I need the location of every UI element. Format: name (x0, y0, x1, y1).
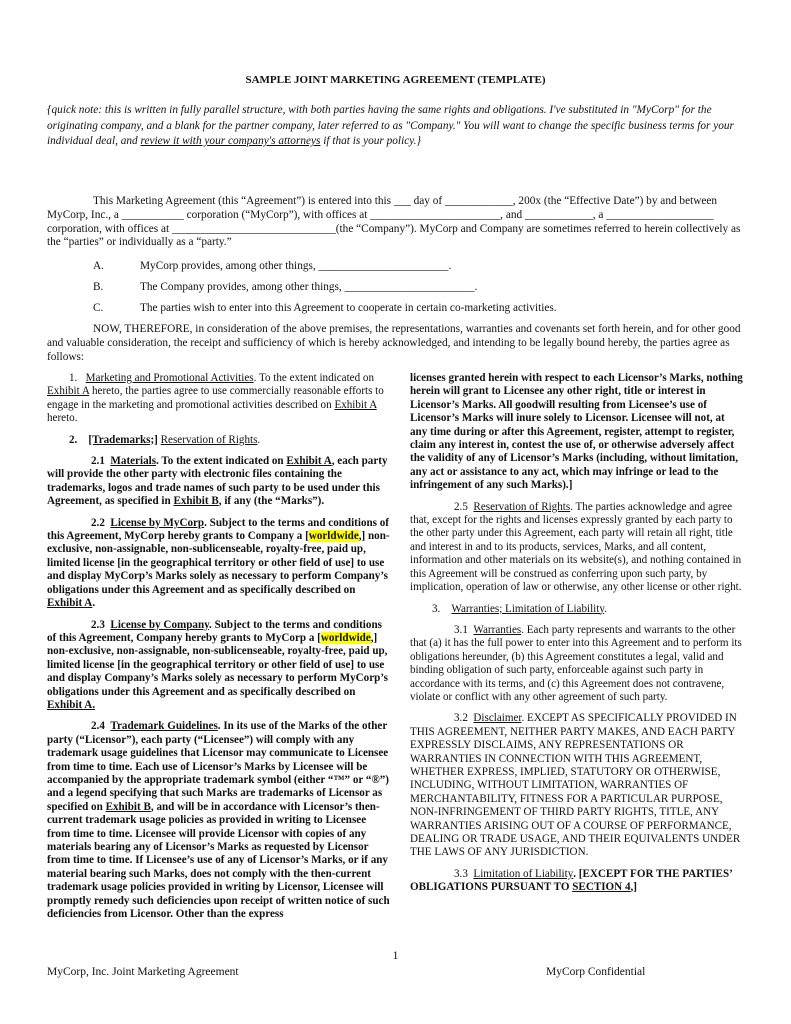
highlighted-term: worldwide (308, 530, 359, 543)
section-text: , each party will provide the other party with electronic files containing the trademarks, logos and trade names of such party to be used under this Agreement, as specified in (47, 455, 388, 508)
highlighted-term: worldwide (320, 631, 371, 644)
exhibit-ref: Exhibit A (47, 385, 90, 398)
section-text: . To the extent indicated on (253, 372, 374, 384)
section-3-2 (410, 712, 743, 859)
section-text: . To the extent indicated on (156, 455, 287, 468)
section-text: . The parties acknowledge and agree that, except for the rights and licenses expressly granted by each party to the other party under this Agreement, each party will retain all right, title and interest in and to its products, services, Marks, and all content, information and other materials on its website(s), and nothing contained in this Agreement will be construed as conferring upon such party, by implication, operation of law or otherwise, any other license or other right. (410, 500, 742, 594)
section-2-2 (47, 517, 391, 611)
footer-left: MyCorp, Inc. Joint Marketing Agreement (47, 966, 239, 978)
section-heading: Materials (110, 455, 157, 468)
section-text: ,] non-exclusive, non-assignable, non-sublicenseable, royalty-free, paid up, limited license [in the geographical territory or other field of use] to use and display MyCorp’s Marks solely as necessary to perform Company’s obligations under this Agreement and as specifically described on (47, 530, 390, 596)
section-number: 2.2 (91, 516, 105, 529)
section-3 (410, 603, 743, 616)
left-column (47, 372, 391, 929)
section-2-1 (47, 455, 391, 509)
section-3-1 (410, 624, 743, 704)
template-note (47, 103, 742, 150)
section-text: , if any (the “Marks”). (218, 495, 325, 508)
exhibit-ref: Exhibit A (47, 597, 93, 610)
section-number: 2.3 (91, 618, 105, 631)
section-text: . Subject to the terms and conditions of this Agreement, Company hereby grants to MyCorp a [ (47, 618, 382, 644)
exhibit-ref: Exhibit A (286, 455, 332, 468)
section-number: 2.1 (91, 455, 105, 468)
section-text: hereto, the parties agree to use commercially reasonable efforts to engage in the marketing and promotional activities described on (47, 385, 384, 411)
section-text: , and will be in accordance with Licensor’s then-current trademark usage policies as provided in writing to Licensee from time to time. Licensee will provide Licensor with copies of any materials bearing any of Licensor’s Marks as requested by Licensor from time to time. If Licensee’s use of any of Licensor’s Marks, or if any material bearing such Marks, does not comply with the then-current trademark usage policies provided in writing by Licensor, Licensee will promptly remedy such deficiencies upon receipt of written notice of such deficiencies from Licensor. Other than the express (47, 800, 390, 921)
section-text: . (92, 597, 96, 610)
recital-text: MyCorp provides, among other things, _______________________. (140, 260, 452, 272)
section-heading: Disclaimer (473, 712, 522, 725)
section-number: 2. (69, 433, 78, 446)
section-heading: Reservation of Rights (160, 433, 258, 446)
section-text: hereto. (47, 412, 78, 425)
section-number: 2.4 (91, 720, 105, 733)
recital-text: The Company provides, among other things, _______________________. (140, 281, 478, 293)
section-text: . In its use of the Marks of the other party (“Licensor”), each party (“Licensee”) will comply with any trademark usage guidelines that Licensor may communicate to Licensee from time to time. Each use of Licensor’s Marks by Licensee will be accompanied by the appropriate trademark symbol (either “™” or “®”) and a legend specifying that such Marks are trademarks of Licensor as specified on (47, 720, 389, 813)
note-text: {quick note: this is written in fully parallel structure, with both parties having the same rights and obligations. I've substituted in "MyCorp" for the originating company, and a blank for the partner company, later referred to as "Company." You will want to change the specific business terms for your individual deal, and (47, 104, 734, 147)
exhibit-ref: Exhibit A. (47, 698, 96, 711)
recital-label: B. (93, 281, 104, 293)
section-3-3 (410, 868, 743, 895)
right-column (410, 372, 743, 903)
intro-paragraph: This Marketing Agreement (this “Agreement”) is entered into this ___ day of ____________, 200x (the “Effective Date”) by and between MyCorp, Inc., a ___________ corporation (“MyCorp”), with offices at _______________________, and ____________, a ___________________ corporation, with offices at _____________________________(the “Company”). MyCorp and Company are sometimes referred to herein collectively as the “parties” or individually as a “party.” (47, 195, 741, 249)
section-heading: Limitation of Liability (473, 867, 574, 880)
section-2-4 (47, 720, 391, 921)
footer-right: MyCorp Confidential (546, 966, 646, 978)
recital-label: A. (93, 260, 104, 272)
section-bracket: [Trademarks;] (88, 433, 158, 446)
section-2-5 (410, 501, 743, 595)
section-heading: Warranties; Limitation of Liability (451, 602, 605, 615)
section-number: 3.3 (454, 867, 468, 880)
section-text: . Each party represents and warrants to the other that (a) it has the full power to enter into this Agreement and to perform its obligations hereunder, (b) this Agreement constitutes a legal, valid and binding obligation of such party, enforceable against such party in accordance with its terms, and (c) this Agreement does not contravene, violate or conflict with any other agreement of such party. (410, 623, 742, 703)
exhibit-ref: Exhibit B (105, 800, 151, 813)
recital-text: The parties wish to enter into this Agreement to cooperate in certain co-marketing activities. (140, 302, 557, 314)
section-1 (47, 372, 391, 426)
section-number: 3.1 (454, 623, 468, 636)
section-number: 3. (432, 602, 441, 615)
section-2-4-continued: licenses granted herein with respect to each Licensor’s Marks, nothing herein will grant to Licensee any other right, title or interest in Licensor’s Marks. All goodwill resulting from Licensee’s use of Licensor’s Marks will inure solely to Licensor. Licensee will not, at any time during or after this Agreement, register, attempt to register, claim any interest in, contest the use of, or otherwise adversely affect the validity of any of Licensor’s Marks (including, without limitation, any act or assistance to any act, which may infringe or lead to the infringement of any such Marks).] (410, 372, 743, 492)
section-number: 3.2 (454, 712, 468, 725)
document-title: SAMPLE JOINT MARKETING AGREEMENT (TEMPLATE) (245, 74, 546, 86)
section-text: . EXCEPT AS SPECIFICALLY PROVIDED IN THIS AGREEMENT, NEITHER PARTY MAKES, AND EACH PARTY EXPRESSLY DISCLAIMS, ANY REPRESENTATIONS OR WARRANTIES IN CONNECTION WITH THIS AGREEMENT, WHETHER EXPRESS, IMPLIED, STATUTORY OR OTHERWISE, INCLUDING, WITHOUT LIMITATION, WARRANTIES OF MERCHANTABILITY, FITNESS FOR A PARTICULAR PURPOSE, NON-INFRINGEMENT OF THIRD PARTY RIGHTS, TITLE, ANY WARRANTIES ARISING OUT OF A COURSE OF PERFORMANCE, DEALING OR TRADE USAGE, AND THEIR EQUIVALENTS UNDER THE LAWS OF ANY JURISDICTION. (410, 712, 741, 859)
note-link: review it with your company's attorneys (140, 135, 321, 147)
section-text: ,] (630, 881, 637, 894)
section-2-3 (47, 619, 391, 713)
section-heading: License by MyCorp (110, 516, 205, 529)
section-2: 2. [Trademarks;] Reservation of Rights. (69, 433, 261, 446)
section-heading: Trademark Guidelines (110, 720, 218, 733)
exhibit-ref: Exhibit B (173, 495, 219, 508)
section-ref: SECTION 4 (572, 881, 631, 894)
page-number: 1 (392, 950, 399, 962)
note-text-end: if that is your policy.} (320, 135, 421, 147)
section-heading: License by Company (110, 618, 210, 631)
section-heading: Warranties (473, 623, 522, 636)
section-number: 1. (69, 372, 78, 384)
section-text: . (604, 602, 607, 615)
section-text: . [EXCEPT FOR THE PARTIES’ OBLIGATIONS PURSUANT TO (410, 867, 732, 894)
section-text: ,] non-exclusive, non-assignable, non-sublicenseable, royalty-free, paid up, limited license [in the geographical territory or other field of use] to use and display Company’s Marks solely as necessary to perform MyCorp’s obligations under this Agreement and as specifically described on (47, 631, 388, 698)
section-heading: Marketing and Promotional Activities (85, 372, 254, 384)
section-number: 2.5 (454, 500, 468, 513)
section-text: . Subject to the terms and conditions of this Agreement, MyCorp hereby grants to Company a [ (47, 516, 390, 543)
recital-label: C. (93, 302, 104, 314)
section-heading: Reservation of Rights (473, 500, 571, 513)
now-therefore-paragraph: NOW, THEREFORE, in consideration of the above premises, the representations, warranties and covenants set forth herein, and for other good and valuable consideration, the receipt and sufficiency of which is hereby acknowledged, and intending to be legally bound hereby, the parties agree as follows: (47, 323, 741, 363)
exhibit-ref: Exhibit A (334, 398, 377, 411)
